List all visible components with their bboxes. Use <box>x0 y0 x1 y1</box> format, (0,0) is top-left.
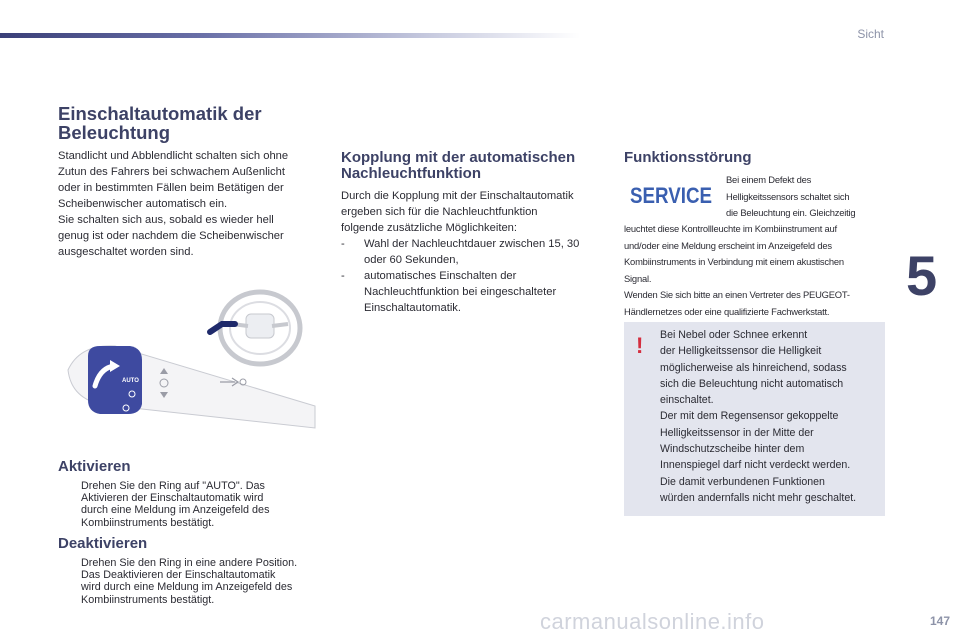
text-line: oder in bestimmten Fällen beim Betätigen der <box>58 182 284 194</box>
text-line: Die damit verbundenen Funktionen <box>660 475 825 488</box>
service-warning-icon <box>627 177 715 211</box>
intro-paragraph <box>58 148 328 260</box>
text-line: würden andernfalls nicht mehr geschaltet. <box>660 491 857 504</box>
text-line: wird durch eine Meldung im Anzeigefeld des <box>81 581 293 594</box>
text-line: Bei Nebel oder Schnee erkennt <box>660 329 808 341</box>
malfunction-heading: Funktionsstörung <box>624 149 752 166</box>
text-line: und/oder eine Meldung erscheint im Anzeigefeld des <box>624 239 832 251</box>
section-label: Sicht <box>857 27 884 41</box>
text-line: leuchtet diese Kontrollleuchte im Kombiinstrument auf <box>624 223 837 234</box>
chapter-number: 5 <box>906 244 938 307</box>
text-line: Das Deaktivieren der Einschaltautomatik <box>81 569 276 582</box>
coupling-heading <box>341 150 611 182</box>
text-line: die Beleuchtung ein. Gleichzeitig <box>726 207 856 218</box>
coupling-option-2 <box>341 268 611 316</box>
text-line: Standlicht und Abblendlicht schalten sich ohne <box>58 150 289 162</box>
text-line: Helligkeitssensor in der Mitte der <box>660 426 814 439</box>
text-line: sich die Beleuchtung nicht automatisch <box>660 377 844 390</box>
text-line: der Helligkeitssensor die Helligkeit <box>660 345 822 358</box>
activate-heading: Aktivieren <box>58 458 131 475</box>
dash-marker: - <box>341 238 345 250</box>
page-title-line: Beleuchtung <box>58 122 171 143</box>
text-line: Windschutzscheibe hinter dem <box>660 443 805 456</box>
text-line: automatisches Einschalten der <box>364 270 517 282</box>
text-line: Wenden Sie sich bitte an einen Vertreter des PEUGEOT- <box>624 289 850 300</box>
text-line: Kombiinstruments bestätigt. <box>81 593 215 606</box>
auto-ring-label: AUTO <box>122 378 139 384</box>
text-line: Aktivieren der Einschaltautomatik wird <box>81 492 264 505</box>
lighting-stalk-illustration <box>60 286 322 434</box>
page-number: 147 <box>929 614 950 628</box>
dash-marker: - <box>341 270 345 282</box>
deactivate-heading: Deaktivieren <box>58 535 148 552</box>
text-line: Zutun des Fahrers bei schwachem Außenlicht <box>58 166 285 178</box>
text-line: ausgeschaltet worden sind. <box>58 246 194 258</box>
malfunction-text <box>624 221 894 320</box>
text-line: Nachleuchtfunktion bei eingeschalteter <box>364 286 557 298</box>
text-line: durch eine Meldung im Anzeigefeld des <box>81 504 270 517</box>
activate-instruction <box>58 480 328 532</box>
text-line: Wahl der Nachleuchtdauer zwischen 15, 30 <box>364 238 580 250</box>
text-line: Händlernetzes oder eine qualifizierte Fachwerkstatt. <box>624 305 830 317</box>
text-line: Drehen Sie den Ring auf "AUTO". Das <box>81 480 265 492</box>
warning-note-text <box>660 327 856 506</box>
malfunction-text-short <box>726 172 886 222</box>
deactivate-instruction <box>58 557 328 609</box>
text-line: oder 60 Sekunden, <box>364 254 459 266</box>
text-line: ergeben sich für die Nachleuchtfunktion <box>341 206 538 218</box>
page-title-line: Einschaltautomatik der <box>58 103 262 124</box>
heading-line: Kopplung mit der automatischen <box>341 149 576 166</box>
text-line: folgende zusätzliche Möglichkeiten: <box>341 222 517 234</box>
text-line: Bei einem Defekt des <box>726 174 812 185</box>
service-icon-label: SERVICE <box>630 183 712 208</box>
text-line: einschaltet. <box>660 394 714 407</box>
watermark: carmanualsonline.info <box>540 609 765 634</box>
text-line: Drehen Sie den Ring in eine andere Position. <box>81 557 298 569</box>
header-bar <box>0 33 580 38</box>
text-line: Der mit dem Regensensor gekoppelte <box>660 410 839 423</box>
coupling-option-1 <box>341 236 611 268</box>
heading-line: Nachleuchtfunktion <box>341 165 482 182</box>
text-line: Durch die Kopplung mit der Einschaltautomatik <box>341 190 574 202</box>
text-line: Innenspiegel darf nicht verdeckt werden. <box>660 459 851 472</box>
page-title <box>58 104 318 142</box>
text-line: Sie schalten sich aus, sobald es wieder hell <box>58 214 274 226</box>
text-line: Signal. <box>624 272 652 284</box>
text-line: Helligkeitssensors schaltet sich <box>726 190 850 202</box>
text-line: Kombiinstruments in Verbindung mit einem akustischen <box>624 256 844 267</box>
exclamation-icon: ! <box>636 333 644 358</box>
coupling-intro <box>341 188 611 236</box>
text-line: Scheibenwischer automatisch ein. <box>58 198 228 210</box>
text-line: möglicherweise als hinreichend, sodass <box>660 361 847 374</box>
text-line: Kombiinstruments bestätigt. <box>81 516 215 529</box>
text-line: genug ist oder nachdem die Scheibenwischer <box>58 230 284 242</box>
text-line: Einschaltautomatik. <box>364 302 462 314</box>
